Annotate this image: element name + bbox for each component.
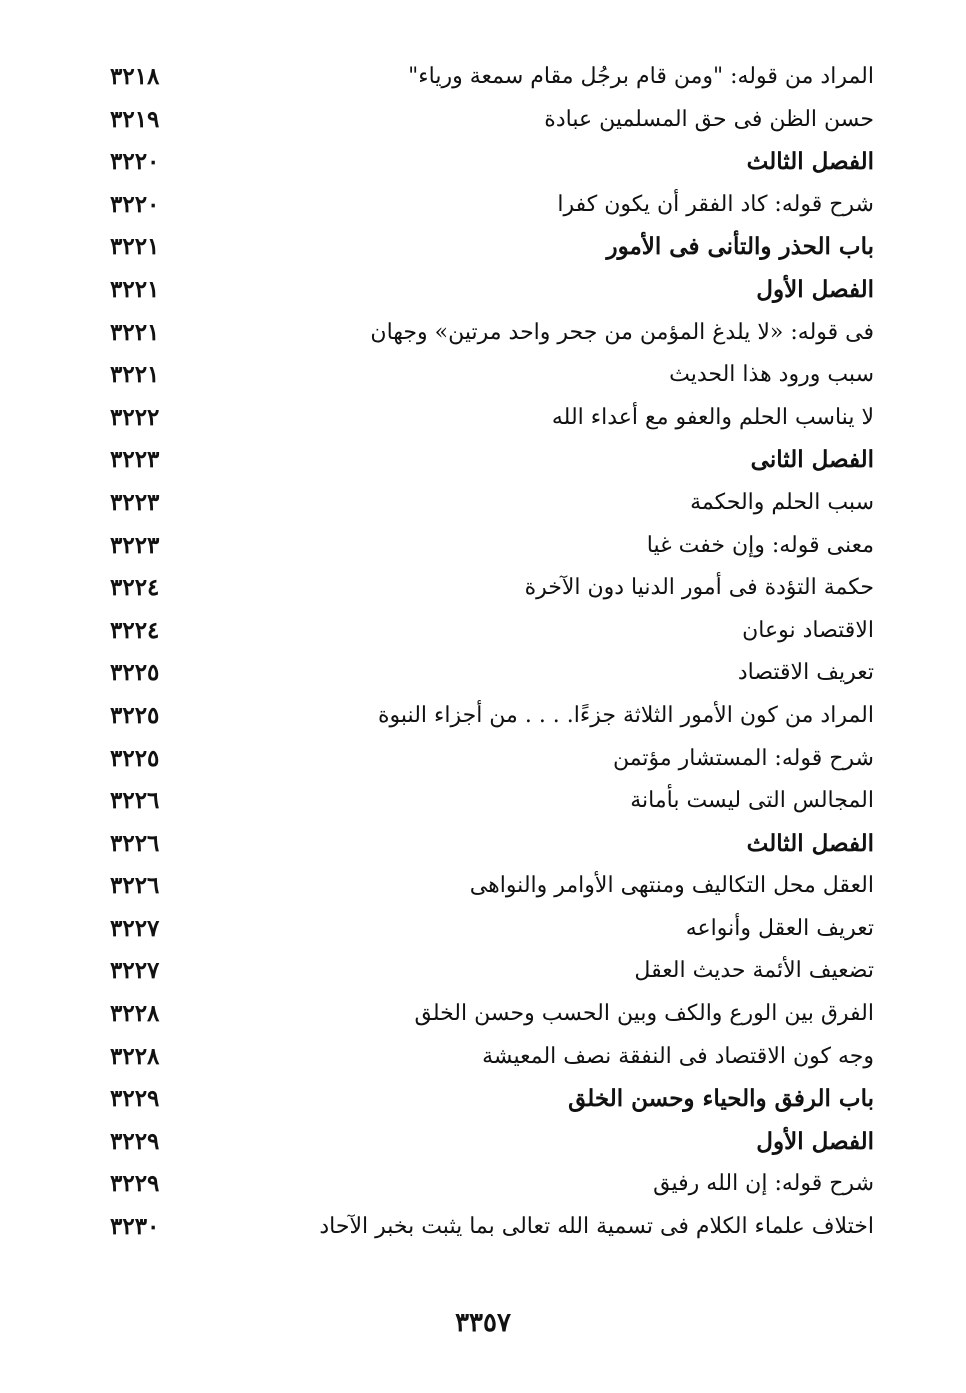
toc-entry-row	[100, 186, 880, 229]
toc-page-number: ٣٢٢٥	[110, 744, 160, 772]
toc-entry-row	[100, 1165, 880, 1208]
toc-page-number: ٣٢٢٥	[110, 701, 160, 729]
toc-page-number: ٣٢٣٠	[110, 1213, 160, 1241]
toc-entry-row	[100, 910, 880, 953]
toc-entry-title: اختلاف علماء الكلام فى تسمية الله تعالى بما يثبت بخبر الآحاد	[319, 1214, 874, 1240]
toc-page-number: ٣٢٢٣	[110, 446, 160, 474]
toc-entry-title: تضعيف الأئمة حديث العقل	[634, 958, 874, 984]
toc-entry-title: العقل محل التكاليف ومنتهى الأوامر والنواهى	[469, 873, 874, 899]
toc-entry-title: حكمة التؤدة فى أمور الدنيا دون الآخرة	[524, 575, 874, 601]
toc-heading-title: باب الحذر والتأنى فى الأمور	[606, 233, 874, 261]
toc-page-number: ٣٢٢٦	[110, 829, 160, 857]
toc-entry-title: سبب الحلم والحكمة	[690, 489, 874, 515]
toc-entry-row	[100, 399, 880, 442]
toc-entry-row	[100, 697, 880, 740]
toc-entry-row	[100, 1038, 880, 1081]
toc-heading-row	[100, 441, 880, 484]
toc-page-number: ٣٢٢٢	[110, 403, 160, 431]
toc-entry-row	[100, 867, 880, 910]
toc-entry-title: شرح قوله: إن الله رفيق	[653, 1171, 874, 1197]
toc-page-number: ٣٢٢١	[110, 361, 160, 389]
toc-heading-title: الفصل الثالث	[746, 148, 874, 176]
toc-entry-row	[100, 484, 880, 527]
toc-entry-title: حسن الظن فى حق المسلمين عبادة	[544, 106, 874, 132]
toc-page-number: ٣٢٢٦	[110, 787, 160, 815]
toc-entry-title: المراد من كون الأمور الثلاثة جزءًا. . . . من أجزاء النبوة	[378, 702, 874, 728]
toc-entry-title: تعريف العقل وأنواعه	[685, 915, 874, 941]
toc-entry-title: المراد من قوله: "ومن قام برجُل مقام سمعة ورياء"	[408, 64, 874, 89]
toc-page-number: ٣٢١٩	[110, 105, 160, 133]
toc-entry-title: تعريف الاقتصاد	[737, 660, 874, 686]
toc-entry-row	[100, 995, 880, 1038]
toc-page-number: ٣٢٢٩	[110, 1085, 160, 1113]
toc-page-number: ٣٢٢٠	[110, 148, 160, 176]
toc-heading-row	[100, 1123, 880, 1166]
toc-page-number: ٣٢٢٨	[110, 1042, 160, 1070]
toc-page-number: ٣٢٢٤	[110, 616, 160, 644]
toc-entry-row	[100, 612, 880, 655]
toc-heading-row	[100, 143, 880, 186]
toc-page-number: ٣٢٢٠	[110, 190, 160, 218]
toc-page-number: ٣٢٢٣	[110, 488, 160, 516]
toc-entry-title: معنى قوله: وإن خفت غيا	[646, 532, 874, 558]
toc-heading-title: باب الرفق والحياء وحسن الخلق	[568, 1085, 874, 1113]
toc-entry-row	[100, 527, 880, 570]
toc-entry-row	[100, 569, 880, 612]
toc-entry-title: شرح قوله: كاد الفقر أن يكون كفرا	[557, 191, 874, 217]
toc-page-number: ٣٢٢١	[110, 318, 160, 346]
toc-entry-title: الفرق بين الورع والكف وبين الحسب وحسن الخلق	[414, 1001, 874, 1027]
toc-heading-row	[100, 271, 880, 314]
toc-heading-row	[100, 1080, 880, 1123]
toc-entry-row	[100, 952, 880, 995]
toc-entry-row	[100, 356, 880, 399]
toc-page-number: ٣٢٢٨	[110, 1000, 160, 1028]
toc-entry-row	[100, 654, 880, 697]
toc-page-number: ٣٢٢١	[110, 275, 160, 303]
toc-entry-row	[100, 314, 880, 357]
toc-page-number: ٣٢٢٣	[110, 531, 160, 559]
toc-heading-title: الفصل الأول	[756, 1127, 874, 1155]
toc-entry-row	[100, 1208, 880, 1251]
toc-heading-row	[100, 228, 880, 271]
toc-page-number: ٣٢٢٧	[110, 914, 160, 942]
toc-page-number: ٣٢٢٤	[110, 574, 160, 602]
page-number: ٣٣٥٧	[455, 1308, 511, 1338]
toc-page-number: ٣٢٢٩	[110, 1127, 160, 1155]
toc-page-number: ٣٢٢٦	[110, 872, 160, 900]
toc-entry-title: سبب ورود هذا الحديث	[669, 362, 874, 388]
toc-entry-title: الاقتصاد نوعان	[742, 617, 874, 643]
toc-heading-row	[100, 825, 880, 868]
toc-entry-title: لا يناسب الحلم والعفو مع أعداء الله	[551, 404, 874, 430]
toc-heading-title: الفصل الأول	[756, 275, 874, 303]
toc-page-number: ٣٢٢١	[110, 233, 160, 261]
toc-entry-row	[100, 740, 880, 783]
toc-page-number: ٣٢٢٩	[110, 1170, 160, 1198]
toc-entry-title: شرح قوله: المستشار مؤتمن	[612, 745, 874, 771]
toc-entry-row	[100, 101, 880, 144]
toc-page-number: ٣٢٢٥	[110, 659, 160, 687]
toc-page-number: ٣٢٢٧	[110, 957, 160, 985]
toc-entry-title: فى قوله: «لا يلدغ المؤمن من جحر واحد مرتين» وجهان	[370, 319, 874, 345]
toc-heading-title: الفصل الثالث	[746, 829, 874, 857]
toc-heading-title: الفصل الثانى	[750, 446, 874, 474]
toc-entry-row	[100, 58, 880, 101]
table-of-contents	[100, 58, 880, 1251]
toc-entry-title: المجالس التى ليست بأمانة	[630, 788, 874, 814]
toc-entry-row	[100, 782, 880, 825]
toc-entry-title: وجه كون الاقتصاد فى النفقة نصف المعيشة	[482, 1043, 874, 1069]
toc-page-number: ٣٢١٨	[110, 63, 160, 90]
